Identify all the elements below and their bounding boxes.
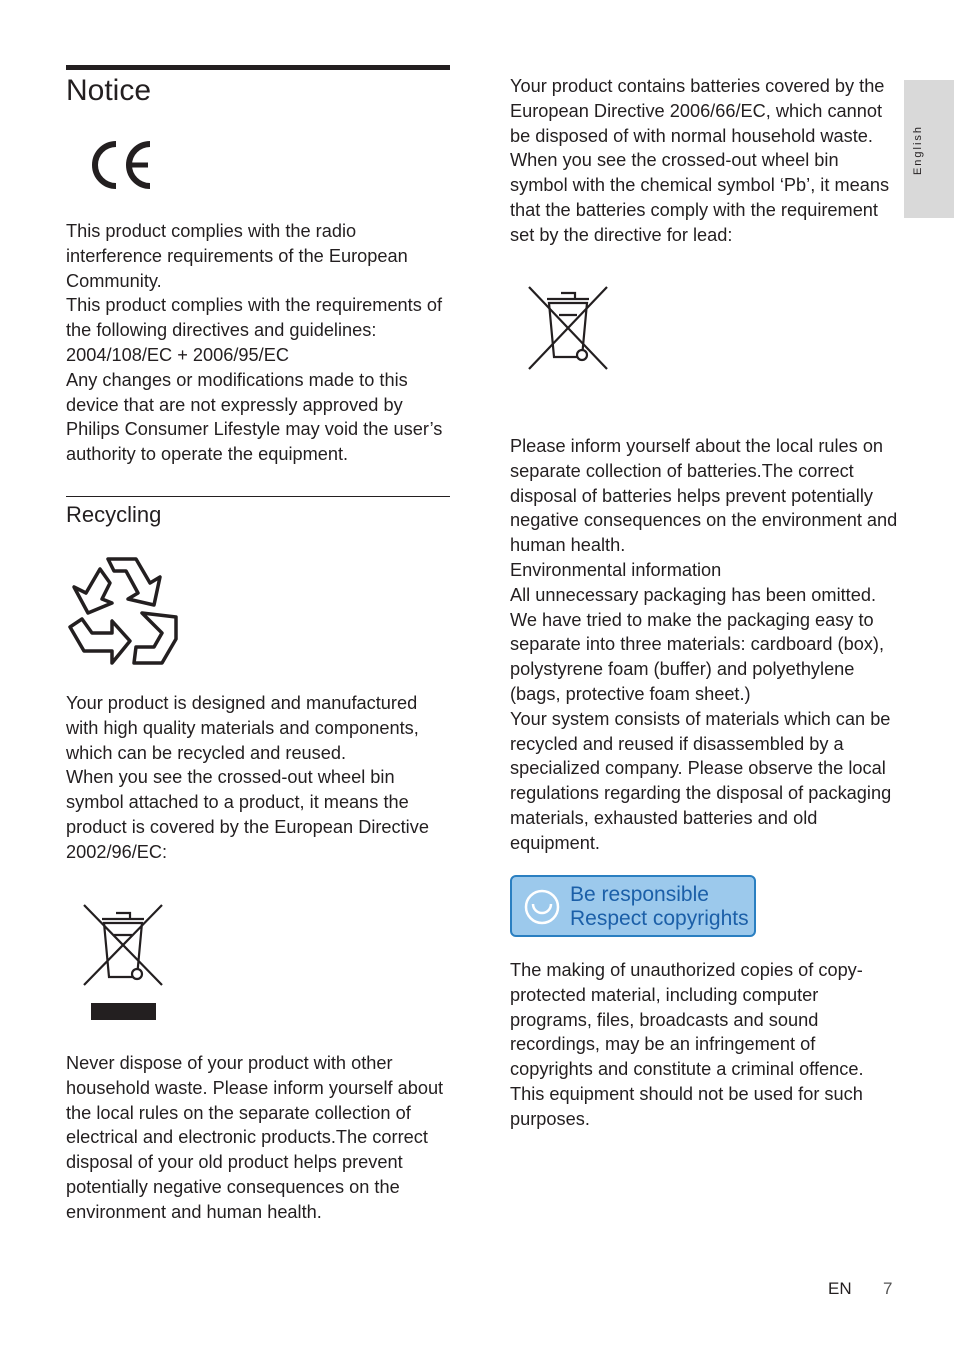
recycle-icon [66,555,180,673]
recycling-paragraph: When you see the crossed-out wheel bin symbol attached to a product, it means the product is covered by the European Directive 2002/96/EC: [66,767,429,862]
recycling-text-b [66,1051,450,1225]
crossed-out-wheel-bin-icon [527,285,609,373]
recycling-paragraph: Your product is designed and manufactured with high quality materials and components, which can be recycled and reused. [66,693,419,763]
section-rule-thick [66,65,450,70]
ce-mark-icon [88,140,154,190]
section-rule-thin [66,496,450,497]
badge-line-1: Be responsible [570,883,709,906]
env-paragraph: All unnecessary packaging has been omitted. We have tried to make the packaging easy to separate into three materials: cardboard (box), polystyrene foam (buffer) and polyethylene (bags, protective foam sheet.) [510,584,885,704]
language-tab-label: English [912,124,924,176]
notice-title: Notice [66,74,152,107]
notice-paragraph: This product complies with the requirements of the following directives and guidelines: 2004/108/EC + 2006/95/EC [66,295,443,365]
copyright-ring-icon [524,889,560,925]
recycling-title: Recycling [66,502,162,527]
recycling-paragraph: Never dispose of your product with other household waste. Please inform yourself about the local rules on the separate collection of electrical and electronic products.The correct disposal of your old product helps prevent potentially negative consequences on the environment and human health. [66,1053,444,1222]
batteries-paragraph: Your product contains batteries covered by the European Directive 2006/66/EC, which cannot be disposed of with normal household waste. When you see the crossed-out wheel bin symbol with the chemical symbol ‘Pb’, it means that the batteries comply with the requirement set by the directive for lead: [510,76,890,245]
env-text [510,434,898,856]
batteries-text [510,74,894,248]
env-paragraph: Your system consists of materials which can be recycled and reused if disassembled by a specialized company. Please observe the local regulations regarding the disposal of packaging materials, exhausted batteries and old equipment. [510,708,892,853]
recycling-text-a [66,691,450,865]
badge-line-2: Respect copyrights [570,907,749,930]
inform-paragraph: Please inform yourself about the local rules on separate collection of batteries.The correct disposal of batteries helps prevent potentially negative consequences on the environment and human health. [510,436,898,556]
footer-language: EN [828,1279,852,1298]
env-heading: Environmental information [510,559,722,580]
page-number: 7 [883,1279,893,1298]
crossed-out-wheel-bin-icon [82,903,164,1021]
notice-paragraph: This product complies with the radio interference requirements of the European Community. [66,221,408,291]
copyright-text [510,958,894,1132]
copyright-paragraph: The making of unauthorized copies of copy-protected material, including computer programs, files, broadcasts and sound recordings, may be an infringement of copyrights and constitute a criminal offence. This equipment should not be used for such purposes. [510,960,864,1129]
notice-paragraph: Any changes or modifications made to this device that are not expressly approved by Philips Consumer Lifestyle may void the user’s authority to operate the equipment. [66,369,443,465]
notice-text [66,219,450,467]
language-tab [904,80,954,218]
be-responsible-badge [510,875,756,937]
